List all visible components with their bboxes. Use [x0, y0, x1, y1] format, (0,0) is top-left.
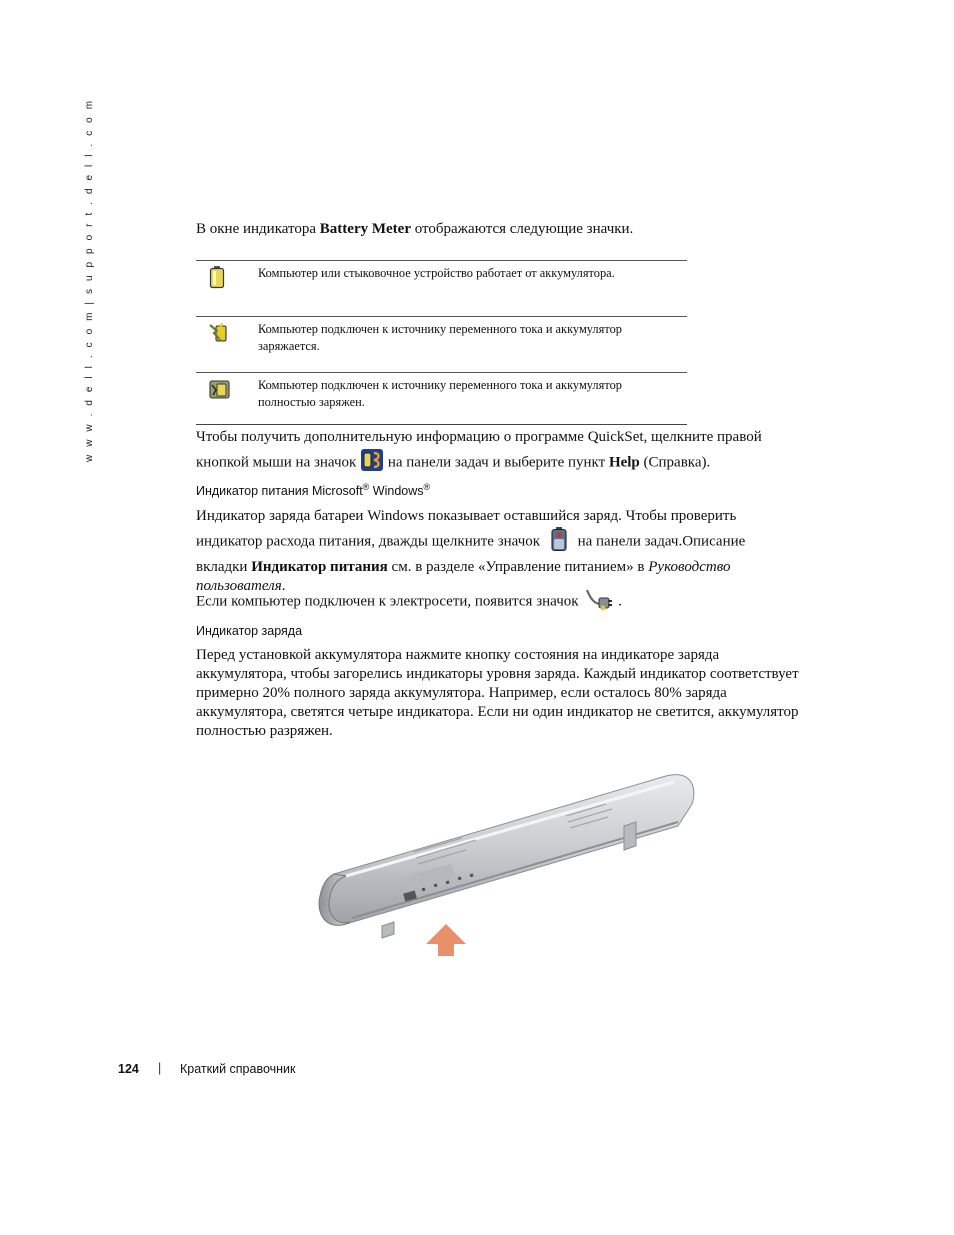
- footer-separator: |: [158, 1061, 162, 1075]
- quickset-text: на панели задач и выберите пункт: [384, 454, 609, 471]
- heading-text: Индикатор питания Microsoft: [196, 484, 363, 499]
- ac-power-paragraph: [196, 586, 786, 618]
- battery-illustration: [306, 756, 702, 956]
- ac-plug-icon: [585, 586, 615, 618]
- help-label: Help: [608, 454, 640, 471]
- windows-battery-icon: [550, 526, 568, 558]
- footer-title: Краткий справочник: [180, 1062, 296, 1076]
- battery-on-icon: [196, 261, 257, 317]
- intro-text-end: отображаются следующие значки.: [410, 221, 634, 237]
- windows-text: .: [281, 578, 286, 594]
- intro-paragraph: [196, 220, 836, 239]
- windows-power-paragraph: [196, 507, 786, 596]
- registered-mark: ®: [362, 482, 370, 492]
- charge-gauge-paragraph: Перед установкой аккумулятора нажмите кнопку состояния на индикаторе заряда аккумулятора, чтобы загорелись индикаторы уровня заряда. Каждый индикатор соответствует примерно 20% полного заряда аккумулятора. Например, если осталось 80% заряда аккумулятора, светятся четыре индикатора. Если ни один индикатор не светится, аккумулятор полностью разряжен.: [196, 647, 799, 739]
- table-row-text: Компьютер подключен к источнику переменного тока и аккумулятор заряжается.: [258, 322, 622, 353]
- quickset-text: Чтобы получить дополнительную информацию о программе QuickSet, щелкните правой кнопкой мыши на значок: [196, 429, 762, 471]
- heading-text: Windows: [369, 484, 424, 499]
- battery-icon-table: [196, 260, 687, 425]
- table-row-text: Компьютер или стыковочное устройство работает от аккумулятора.: [258, 266, 615, 280]
- table-row: [196, 261, 687, 317]
- sidebar-url: w w w . d e l l . c o m | s u p p o r t . d e l l . c o m: [84, 98, 95, 462]
- windows-text: см. в разделе «Управление питанием» в: [387, 559, 649, 575]
- registered-mark: ®: [423, 482, 431, 492]
- quickset-icon: [360, 447, 384, 479]
- ac-charging-icon: [196, 317, 257, 373]
- windows-text: на панели задач.Описание вкладки: [196, 533, 746, 575]
- table-row: [196, 373, 687, 425]
- heading-charge-gauge: Индикатор заряда: [196, 624, 303, 638]
- users-guide-title: Руководство пользователя: [196, 559, 731, 594]
- heading-windows-power-meter: [196, 482, 430, 498]
- page-number: 124: [118, 1062, 139, 1076]
- windows-text: Индикатор заряда батареи Windows показывает оставшийся заряд. Чтобы проверить индикатор расхода питания, дважды щелкните значок: [196, 508, 737, 550]
- ac-charged-icon: [196, 373, 257, 425]
- battery-meter-label: Battery Meter: [319, 221, 411, 237]
- ac-text: Если компьютер подключен к электросети, появится значок: [196, 593, 583, 610]
- table-row: [196, 317, 687, 373]
- quickset-paragraph: [196, 428, 796, 479]
- intro-text: В окне индикатора: [196, 221, 320, 237]
- power-meter-label: Индикатор питания: [251, 559, 388, 575]
- page-footer: [118, 1061, 296, 1076]
- ac-text: .: [618, 593, 623, 610]
- table-row-text: Компьютер подключен к источнику переменного тока и аккумулятор полностью заряжен.: [258, 378, 622, 409]
- quickset-text: (Справка).: [639, 454, 711, 471]
